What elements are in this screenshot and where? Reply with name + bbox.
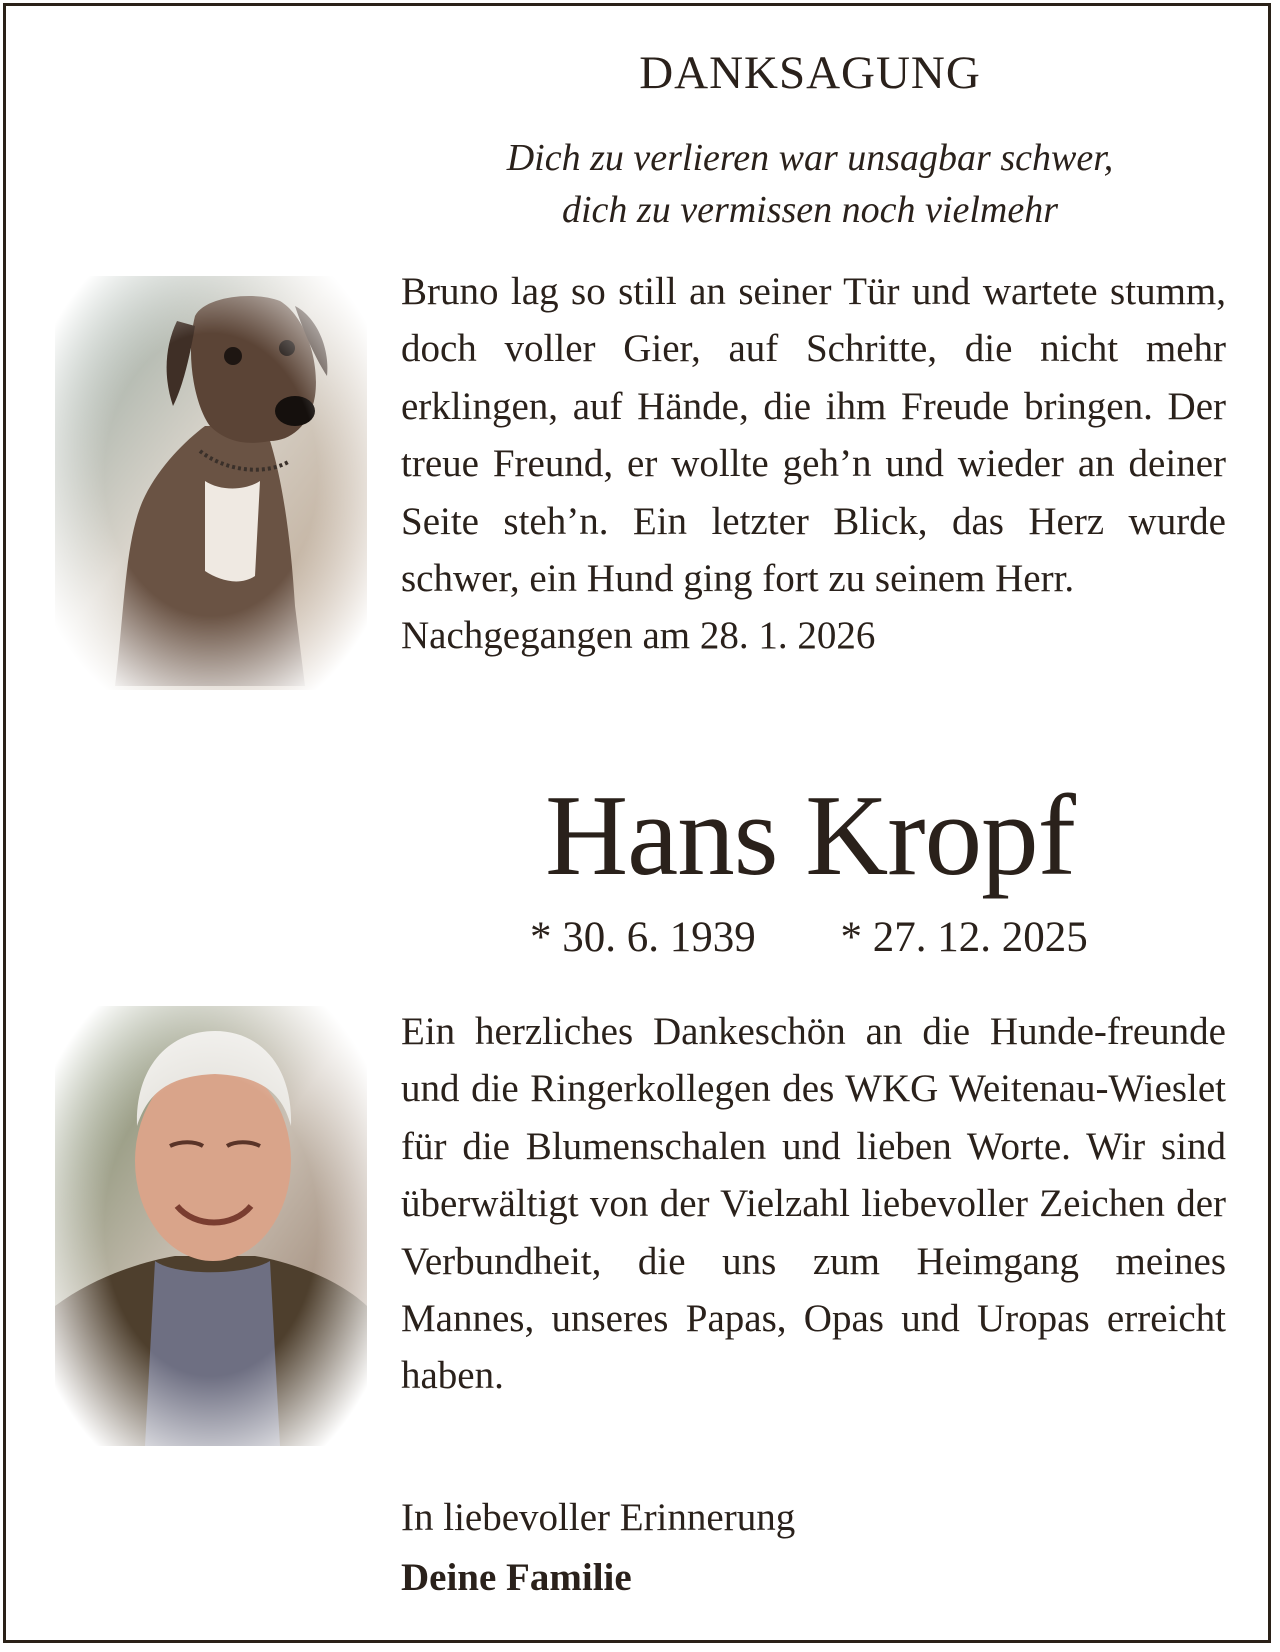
- dog-photo: [55, 276, 367, 690]
- birth-date: * 30. 6. 1939: [530, 914, 756, 961]
- life-dates: [530, 913, 1230, 962]
- thanks-paragraph: Ein herzliches Dankeschön an die Hunde-freunde und die Ringerkollegen des WKG Weitenau-Wieslet für die Blumenschalen und lieben Worte. Wir sind überwältigt von der Vielzahl liebevoller Zeichen der Verbundheit, die uns zum Heimgang meines Mannes, unseres Papas, Opas und Uropas erreicht haben.: [401, 1010, 1226, 1398]
- death-date: * 27. 12. 2025: [840, 914, 1088, 961]
- dog-tribute-text: Bruno lag so still an seiner Tür und wartete stumm, doch voller Gier, auf Schritte, die nicht mehr erklingen, auf Hände, die ihm Freude bringen. Der treue Freund, er wollte geh’n und wieder an deiner Seite steh’n. Ein letzter Blick, das Herz wurde schwer, ein Hund ging fort zu seinem Herr.: [401, 270, 1226, 601]
- deceased-name: Hans Kropf: [545, 772, 1075, 899]
- motto-line-1: Dich zu verlieren war unsagbar schwer,: [506, 137, 1114, 179]
- portrait-photo: [55, 1006, 367, 1446]
- motto-verse: [260, 132, 1280, 236]
- motto-line-2: dich zu vermissen noch vielmehr: [562, 189, 1058, 231]
- dog-tribute-paragraph: [401, 263, 1226, 665]
- notice-heading: DANKSAGUNG: [639, 47, 981, 99]
- family-signature: Deine Familie: [401, 1556, 632, 1599]
- dog-passing-date: Nachgegangen am 28. 1. 2026: [401, 614, 876, 658]
- closing-line: In liebevoller Erinnerung: [401, 1496, 796, 1539]
